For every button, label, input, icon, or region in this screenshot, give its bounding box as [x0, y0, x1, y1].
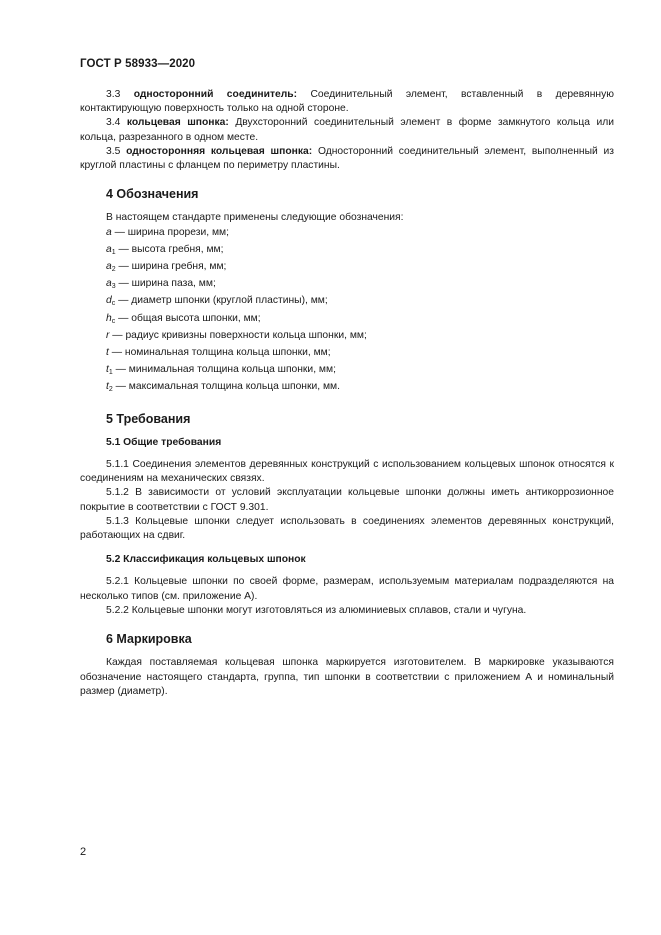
symbol-description: — общая высота шпонки, мм;	[115, 312, 261, 324]
symbol: a	[106, 278, 112, 290]
symbol-description: — радиус кривизны поверхности кольца шпонки, мм;	[109, 329, 367, 341]
symbol-subscript: 1	[111, 248, 116, 256]
term-number: 3.5	[106, 145, 121, 157]
clause-5-2-1: 5.2.1 Кольцевые шпонки по своей форме, размерам, используемым материалам подразделяются на несколько типов (см. приложение А).	[80, 576, 614, 602]
symbol-subscript: 3	[111, 283, 116, 291]
term-3-3	[80, 88, 614, 116]
term-3-5	[80, 145, 614, 173]
subsection-5-1-title: 5.1 Общие требования	[106, 436, 222, 448]
symbol-description: — номинальная толщина кольца шпонки, мм;	[108, 347, 331, 359]
symbol-description: — диаметр шпонки (круглой пластины), мм;	[115, 295, 328, 307]
term-number: 3.4	[106, 117, 121, 129]
term-name: односторонний соединитель:	[133, 89, 298, 100]
term-number: 3.3	[106, 89, 121, 100]
symbol-subscript: 2	[111, 266, 116, 274]
clause-5-1-1: 5.1.1 Соединения элементов деревянных конструкций с использованием кольцевых шпонок относятся к соединениям на механических связях.	[80, 459, 614, 485]
symbol: t	[106, 364, 109, 376]
section-6-title: 6 Маркировка	[106, 632, 192, 647]
term-name: односторонняя кольцевая шпонка:	[126, 145, 313, 157]
symbol-item	[80, 294, 614, 311]
symbol: t	[106, 381, 109, 393]
page-number: 2	[80, 846, 87, 858]
section-4-title: 4 Обозначения	[106, 187, 199, 202]
subsection-5-2-title: 5.2 Классификация кольцевых шпонок	[106, 554, 306, 566]
symbols-intro: В настоящем стандарте применены следующие обозначения:	[106, 212, 404, 224]
symbol-item	[80, 226, 614, 243]
symbol-description: — максимальная толщина кольца шпонки, мм.	[112, 381, 340, 393]
term-3-4	[80, 116, 614, 144]
term-definition: Соединительный элемент, вставленный в деревянную контактирующую поверхность только на одной стороне.	[80, 89, 614, 115]
term-definition: Односторонний соединительный элемент, выполненный из круглой пластины с фланцем по периметру пластины.	[80, 145, 614, 172]
symbol: t	[106, 347, 109, 359]
symbol: a	[106, 261, 112, 273]
marking-paragraph: Каждая поставляемая кольцевая шпонка маркируется изготовителем. В маркировке указываются обозначение настоящего стандарта, группа, тип шпонки в соответствии с приложением А и номинальный размер (диаметр).	[80, 657, 614, 697]
symbol-description: — ширина паза, мм;	[115, 278, 216, 290]
clause-5-1-2: 5.1.2 В зависимости от условий эксплуатации кольцевые шпонки должны иметь антикоррозионное покрытие в соответствии с ГОСТ 9.301.	[80, 487, 614, 513]
symbol-subscript: c	[111, 300, 116, 308]
document-body	[80, 88, 614, 699]
symbol-subscript: 2	[108, 386, 113, 394]
symbol-item	[80, 260, 614, 277]
clause-5-1-3: 5.1.3 Кольцевые шпонки следует использовать в соединениях элементов деревянных конструкций, работающих на сдвиг.	[80, 515, 614, 542]
symbol-description: — минимальная толщина кольца шпонки, мм;	[112, 364, 336, 376]
symbol: a	[106, 243, 112, 255]
symbol-subscript: c	[111, 317, 116, 325]
symbol-description: — высота гребня, мм;	[115, 243, 224, 255]
clause-5-2-2: 5.2.2 Кольцевые шпонки могут изготовляться из алюминиевых сплавов, стали и чугуна.	[106, 604, 527, 616]
term-definition: Двухсторонний соединительный элемент в форме замкнутого кольца или кольца, разрезанного в одном месте.	[80, 117, 614, 143]
symbol: d	[106, 295, 112, 307]
symbol-description: — ширина гребня, мм;	[115, 261, 227, 273]
symbol-description: — ширина прорези, мм;	[111, 226, 229, 238]
symbol-item	[80, 346, 614, 363]
symbols-list	[80, 226, 614, 398]
symbol-item	[80, 329, 614, 346]
symbol-item	[80, 243, 614, 260]
document-header: ГОСТ Р 58933—2020	[80, 58, 196, 70]
symbol-item	[80, 312, 614, 329]
symbol: a	[106, 226, 112, 238]
symbol-item	[80, 380, 614, 397]
section-5-title: 5 Требования	[106, 411, 191, 426]
symbol-item	[80, 277, 614, 294]
term-name: кольцевая шпонка:	[126, 117, 229, 129]
symbol-subscript: 1	[108, 369, 113, 377]
symbol: h	[106, 312, 112, 324]
symbol: r	[106, 329, 110, 341]
symbol-item	[80, 363, 614, 380]
